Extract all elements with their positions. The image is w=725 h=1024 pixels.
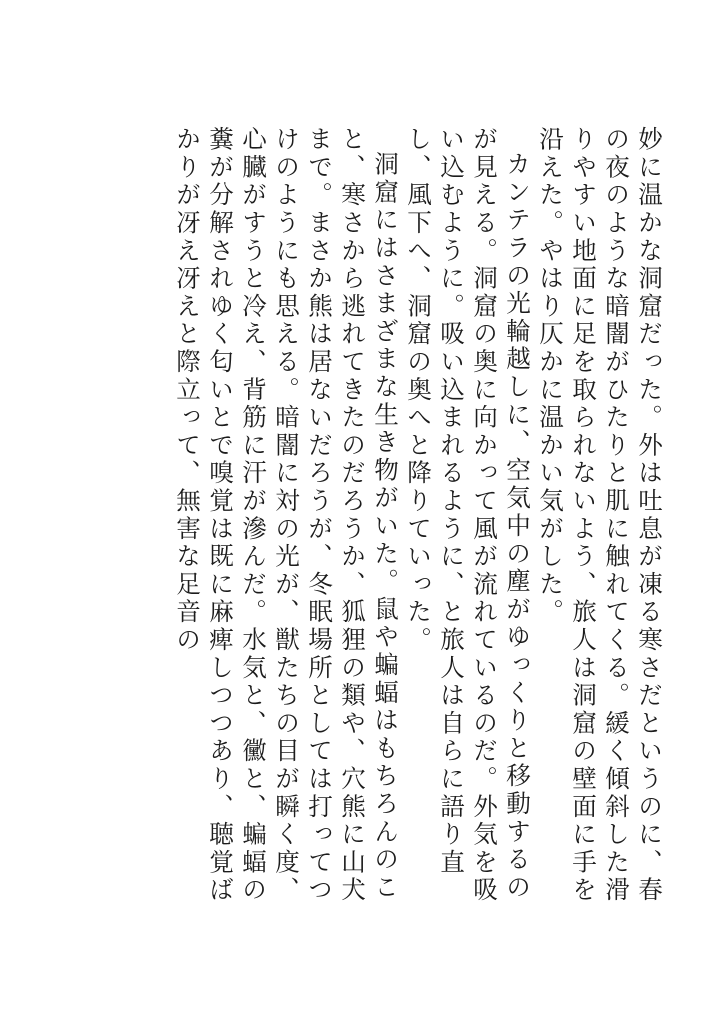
- paragraph-1: 妙に温かな洞窟だった。外は吐息が凍る寒さだというのに、春の夜のような暗闇がひたりと肌に触れてくる。緩く傾斜した滑りやすい地面に足を取られないよう、旅人は洞窟の壁面に手を沿えた。やはり仄かに温かい気がした。: [536, 126, 664, 905]
- vertical-text-body: [58, 126, 666, 916]
- paragraph-2: カンテラの光輪越しに、空気中の塵がゆっくりと移動するのが見える。洞窟の奥に向かって風が流れているのだ。外気を吸い込むように。吸い込まれるように、と旅人は自らに語り直し、風下へ、洞窟の奥へと降りていった。: [404, 126, 532, 905]
- paragraph-3: 洞窟にはさまざまな生き物がいた。鼠や蝙蝠はもちろんのこと、寒さから逃れてきたのだろうか、狐狸の類や、穴熊に山犬まで。まさか熊は居ないだろうが、冬眠場所としては打ってつけのようにも思える。暗闇に対の光が、獣たちの目が瞬く度、心臓がすうと冷え、背筋に汗が滲んだ。水気と、黴と、蝙蝠の糞が分解されゆく匂いとで嗅覚は既に麻痺しつつあり、聴覚ばかりが冴え冴えと際立って、無害な足音の: [173, 126, 400, 905]
